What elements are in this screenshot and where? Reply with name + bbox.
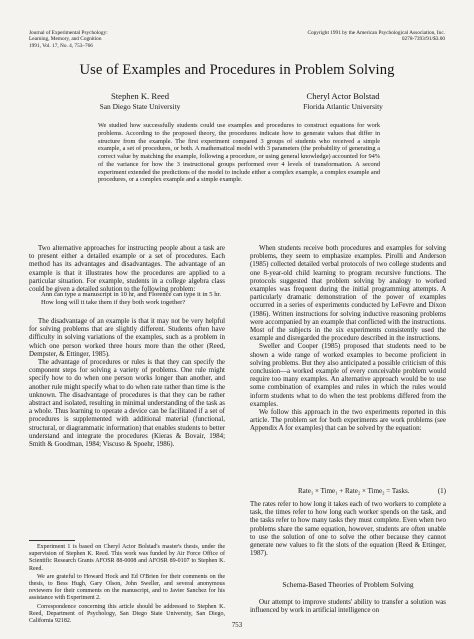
- right-column-body: [250, 244, 446, 433]
- paragraph: We follow this approach in the two experiments reported in this article. The problem set for both experiments are work problems (see Appendix A for examples) that can be solved by the equation:: [250, 408, 446, 433]
- footnotes: [29, 544, 225, 626]
- article-title: Use of Examples and Procedures in Problem Solving: [79, 62, 395, 78]
- paragraph: When students receive both procedures and examples for solving problems, they seem to emphasize examples. Pirolli and Anderson (1985) collected detailed verbal protocols of two college students and one 8-year-old child learning to program recursive functions. The protocols suggested that problem solving by analogy to worked examples was frequent during the initial programming attempts. A particularly dramatic demonstration of the power of examples occurred in a series of experiments conducted by LeFevre and Dixon (1986). Written instructions for solving inductive reasoning problems were accompanied by an example that conflicted with the instructions. Most of the subjects in the six experiments consistently used the example and disregarded the procedure described in the instructions.: [250, 244, 446, 343]
- equation-number: (1): [437, 487, 446, 495]
- journal-line: Journal of Experimental Psychology:: [29, 30, 108, 36]
- journal-line: Learning, Memory, and Cognition: [29, 36, 102, 43]
- journal-citation: [29, 30, 108, 49]
- author-block: [268, 92, 418, 111]
- left-column-intro: [29, 244, 225, 293]
- abstract: We studied how successfully students could use examples and procedures to construct equations for work problems. According to the proposed theory, the procedures indicate how to generate values that differ in structure from the example. The first experiment compared 3 groups of students who received a simple example, a set of procedures, or both. A mathematical model with 3 parameters (the probability of generating a correct value by matching the example, following a procedure, or using general knowledge) accounted for 94% of the variance for how the 3 instructional groups performed over 4 levels of transformation. A second experiment extended the predictions of the model to include either a complex example, a complex example and procedures, or a complex example and a simple example.: [98, 122, 380, 184]
- left-column-body: [29, 317, 225, 448]
- right-column-continued: [250, 500, 446, 557]
- author-affiliation: San Diego State University: [99, 101, 181, 111]
- section-heading: Schema-Based Theories of Problem Solving: [282, 580, 414, 589]
- author-block: [80, 92, 200, 111]
- example-problem-quote: Ann can type a manuscript in 10 hr, and Florence can type it in 5 hr. How long will it take them if they both work together?: [41, 291, 221, 306]
- journal-line: 1991, Vol. 17, No. 4, 753–766: [29, 42, 93, 49]
- author-name: Cheryl Actor Bolstad: [306, 91, 380, 101]
- paragraph: Two alternative approaches for instructing people about a task are to present either a detailed example or a set of procedures. Each method has its advantages and disadvantages. The advantage of an example is that it illustrates how the procedures are applied to a particular situation. For example, students in a college algebra class could be given a detailed solution to the following problem:: [29, 244, 225, 294]
- footnote: Experiment 1 is based on Cheryl Actor Bolstad's master's thesis, under the supervision of Stephen K. Reed. This work was funded by Air Force Office of Scientific Research Grants AFOSR 88-0008 and AFOSR 89-0107 to Stephen K. Reed.: [29, 544, 225, 572]
- paragraph: Our attempt to improve students' ability to transfer a solution was influenced by work in artificial intelligence on: [250, 598, 446, 615]
- paragraph: The rates refer to how long it takes each of two workers to complete a task, the times refer to how long each worker spends on the task, and the tasks refer to how many tasks they must complete. Even when two problems share the same equation, however, students are often unable to use the solution of one to solve the other because they cannot generate new values to fit the slots of the equation (Reed & Ettinger, 1987).: [250, 500, 446, 558]
- footnote: We are grateful to Howard Hock and Ed O'Brien for their comments on the thesis, to Bess Hugh, Gary Olson, John Sweller, and several anonymous reviewers for their comments on the manuscript, and to Javier Sanchez for his assistance with Experiment 2.: [29, 573, 225, 602]
- copyright-line: 0278-7393/91/$3.00: [401, 36, 445, 43]
- paragraph: Sweller and Cooper (1985) proposed that students need to be shown a wide range of worked examples to become proficient in solving problems. But they also anticipated a possible criticism of this conclusion—a worked example of every conceivable problem would require too many examples. An alternative approach would be to use some combination of examples and rules in which the rules would inform students what to do when the test problems differed from the examples.: [250, 342, 446, 408]
- footnote: Correspondence concerning this article should be addressed to Stephen K. Reed, Department of Psychology, San Diego State University, San Diego, California 92182.: [29, 603, 225, 625]
- copyright-line: Copyright 1991 by the American Psychological Association, Inc.: [307, 30, 445, 36]
- author-name: Stephen K. Reed: [111, 91, 169, 101]
- footnote-rule: [29, 540, 75, 541]
- equation: Rate₁ × Time₁ + Rate₂ × Time₂ = Tasks.: [298, 487, 410, 495]
- author-affiliation: Florida Atlantic University: [303, 101, 383, 111]
- paragraph: The advantage of procedures or rules is that they can specify the component steps for solving a variety of problems. One rule might specify how to do when one person works longer than another, and another rule might specify what to do when rate rather than time is the unknown. The disadvantage of procedures is that they can be rather abstract and isolated, resulting in minimal understanding of the task as a whole. Thus learning to operate a device can be facilitated if a set of procedures is supplemented with additional material (functional, structural, or diagrammatic information) that enables students to better understand and integrate the procedures (Kieras & Bovair, 1984; Smith & Goodman, 1984; Viscuso & Spoehr, 1986).: [29, 358, 225, 449]
- copyright-notice: [307, 30, 445, 43]
- paragraph: The disadvantage of an example is that it may not be very helpful for solving problems that are slightly different. Students often have difficulty in solving variations of the examples, such as a problem in which one person worked three hours more than the other (Reed, Dempster, & Ettinger, 1985).: [29, 317, 225, 358]
- page-number: 753: [231, 622, 243, 629]
- right-column-final: [250, 598, 446, 614]
